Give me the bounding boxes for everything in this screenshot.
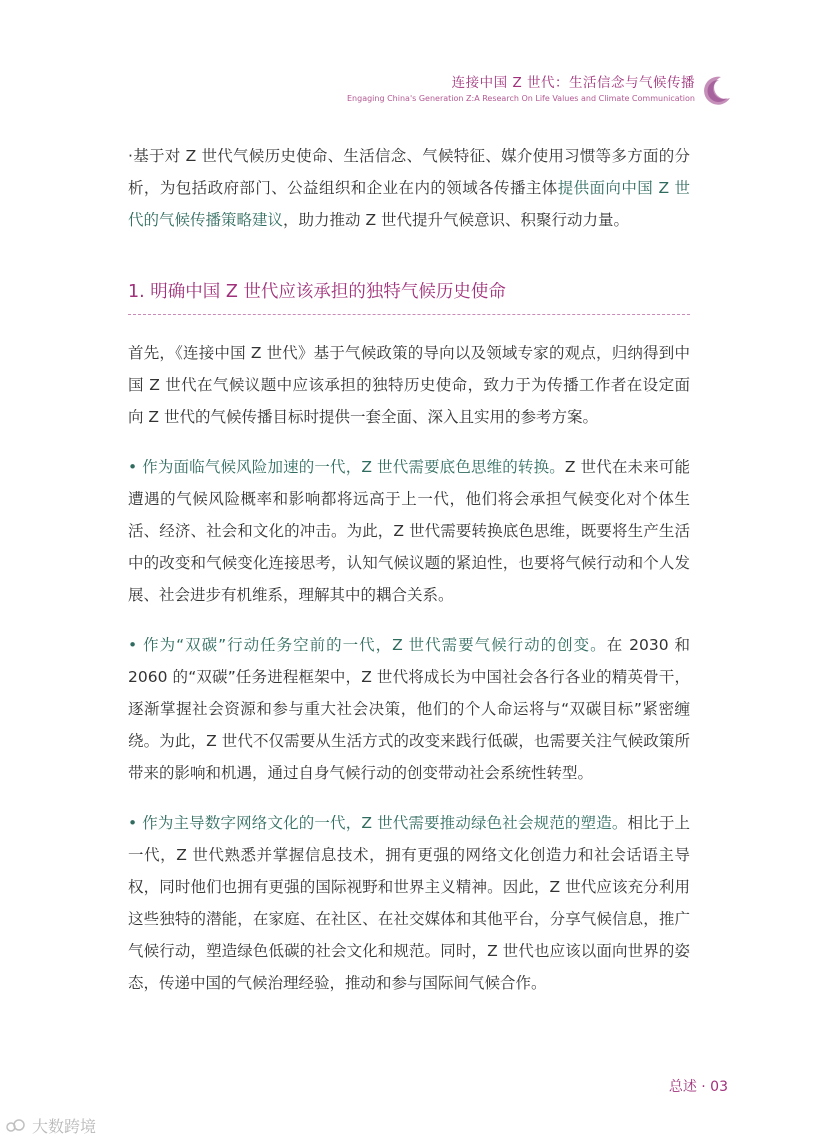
bullet-body: 在 2030 和 2060 的“双碳”任务进程框架中，Z 世代将成长为中国社会各行各业的精英骨干，逐渐掌握社会资源和参与重大社会决策，他们的个人命运将与“双碳目标”紧密缠绕。为此，Z 世代不仅需要从生活方式的改变来践行低碳，也需要关注气候政策所带来的影响和机遇，通过自身气候行动的创变带动社会系统性转型。 <box>128 636 690 782</box>
intro-paragraph <box>128 140 690 236</box>
header-subtitle: Engaging China's Generation Z:A Research On Life Values and Climate Communication <box>347 94 695 103</box>
page-content <box>128 140 690 999</box>
bullet-lead: • 作为面临气候风险加速的一代，Z 世代需要底色思维的转换。 <box>128 458 565 476</box>
bullet-body: Z 世代在未来可能遭遇的气候风险概率和影响都将远高于上一代，他们将会承担气候变化对个体生活、经济、社会和文化的冲击。为此，Z 世代需要转换底色思维，既要将生产生活中的改变和气候变化连接思考，认知气候议题的紧迫性，也要将气候行动和个人发展、社会进步有机维系，理解其中的耦合关系。 <box>128 458 691 604</box>
running-header <box>347 74 695 105</box>
bullet-body: 相比于上一代，Z 世代熟悉并掌握信息技术，拥有更强的网络文化创造力和社会话语主导权，同时他们也拥有更强的国际视野和世界主义精神。因此，Z 世代应该充分利用这些独特的潜能，在家庭、在社区、在社交媒体和其他平台，分享气候信息，推广气候行动，塑造绿色低碳的社会文化和规范。同时，Z 世代也应该以面向世界的姿态，传递中国的气候治理经验，推动和参与国际间气候合作。 <box>128 814 690 992</box>
bullet-lead: • 作为主导数字网络文化的一代，Z 世代需要推动绿色社会规范的塑造。 <box>128 814 628 832</box>
watermark-text: 大数跨境 <box>32 1117 97 1136</box>
intro-highlight: 提供面向中国 Z 世代的气候传播策略建议 <box>128 179 690 229</box>
page-number: 总述 · 03 <box>668 1079 728 1095</box>
intro-text-before: ·基于对 Z 世代气候历史使命、生活信念、气候特征、媒介使用习惯等多方面的分析，为包括政府部门、公益组织和企业在内的领域各传播主体 <box>128 147 690 197</box>
bullet-item-1 <box>128 451 690 611</box>
watermark-logo-icon <box>6 1119 28 1133</box>
header-title: 连接中国 Z 世代：生活信念与气候传播 <box>451 75 695 91</box>
section-heading: 1. 明确中国 Z 世代应该承担的独特气候历史使命 <box>128 276 690 315</box>
watermark <box>6 1114 96 1137</box>
body-paragraph: 首先，《连接中国 Z 世代》基于气候政策的导向以及领域专家的观点，归纳得到中国 Z 世代在气候议题中应该承担的独特历史使命，致力于为传播工作者在设定面向 Z 世代的气候传播目标时提供一套全面、深入且实用的参考方案。 <box>128 344 690 426</box>
bullet-item-3 <box>128 807 690 999</box>
bullet-item-2 <box>128 629 690 789</box>
crescent-moon-icon <box>699 74 733 108</box>
intro-text-after: ，助力推动 Z 世代提升气候意识、积聚行动力量。 <box>283 211 629 229</box>
bullet-lead: • 作为“双碳”行动任务空前的一代，Z 世代需要气候行动的创变。 <box>128 636 607 654</box>
